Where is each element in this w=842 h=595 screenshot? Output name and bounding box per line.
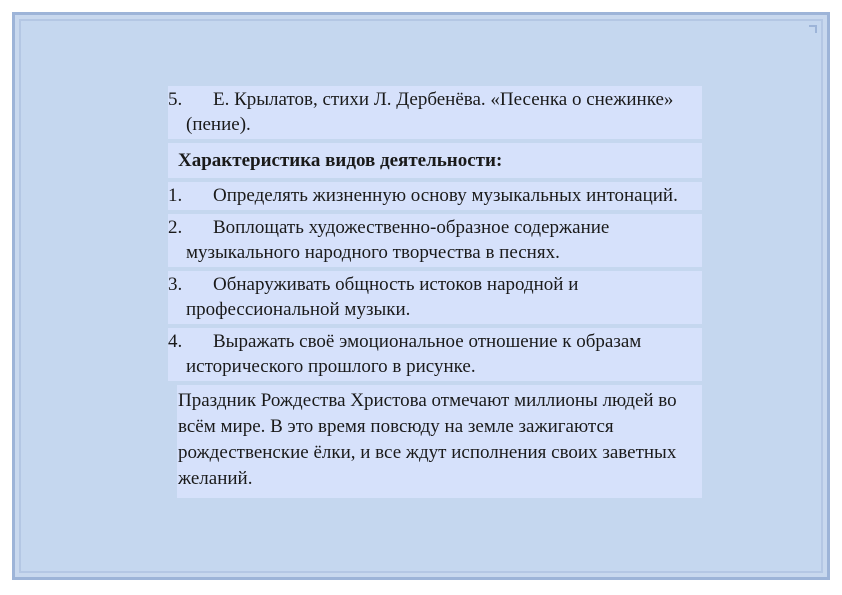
list-item-activity-1 — [168, 182, 702, 210]
list-item-text: Е. Крылатов, стихи Л. Дербенёва. «Песенка о снежинке» (пение). — [186, 89, 674, 135]
list-item-number: 4. — [168, 331, 183, 352]
list-item-number: 3. — [168, 274, 183, 295]
slide-content — [168, 86, 702, 498]
list-item-number: 1. — [168, 185, 183, 206]
list-item-number: 5. — [168, 89, 183, 110]
christmas-paragraph: Праздник Рождества Христова отмечают миллионы людей во всём мире. В это время повсюду на земле зажигаются рождественские ёлки, и все ждут исполнения своих заветных желаний. — [177, 385, 702, 498]
list-item-text: Воплощать художественно-образное содержание музыкального народного творчества в песнях. — [186, 217, 610, 263]
heading-wrapper — [168, 143, 702, 182]
list-item-text: Обнаруживать общность истоков народной и профессиональной музыки. — [186, 274, 579, 320]
list-item-text: Выражать своё эмоциональное отношение к образам исторического прошлого в рисунке. — [186, 331, 642, 377]
list-item-activity-2 — [168, 214, 702, 267]
activities-heading: Характеристика видов деятельности: — [168, 143, 702, 178]
list-item-text: Определять жизненную основу музыкальных интонаций. — [213, 185, 678, 206]
corner-decoration — [809, 25, 817, 33]
list-item-song — [168, 86, 702, 139]
list-item-activity-4 — [168, 328, 702, 381]
list-item-number: 2. — [168, 217, 183, 238]
list-item-activity-3 — [168, 271, 702, 324]
